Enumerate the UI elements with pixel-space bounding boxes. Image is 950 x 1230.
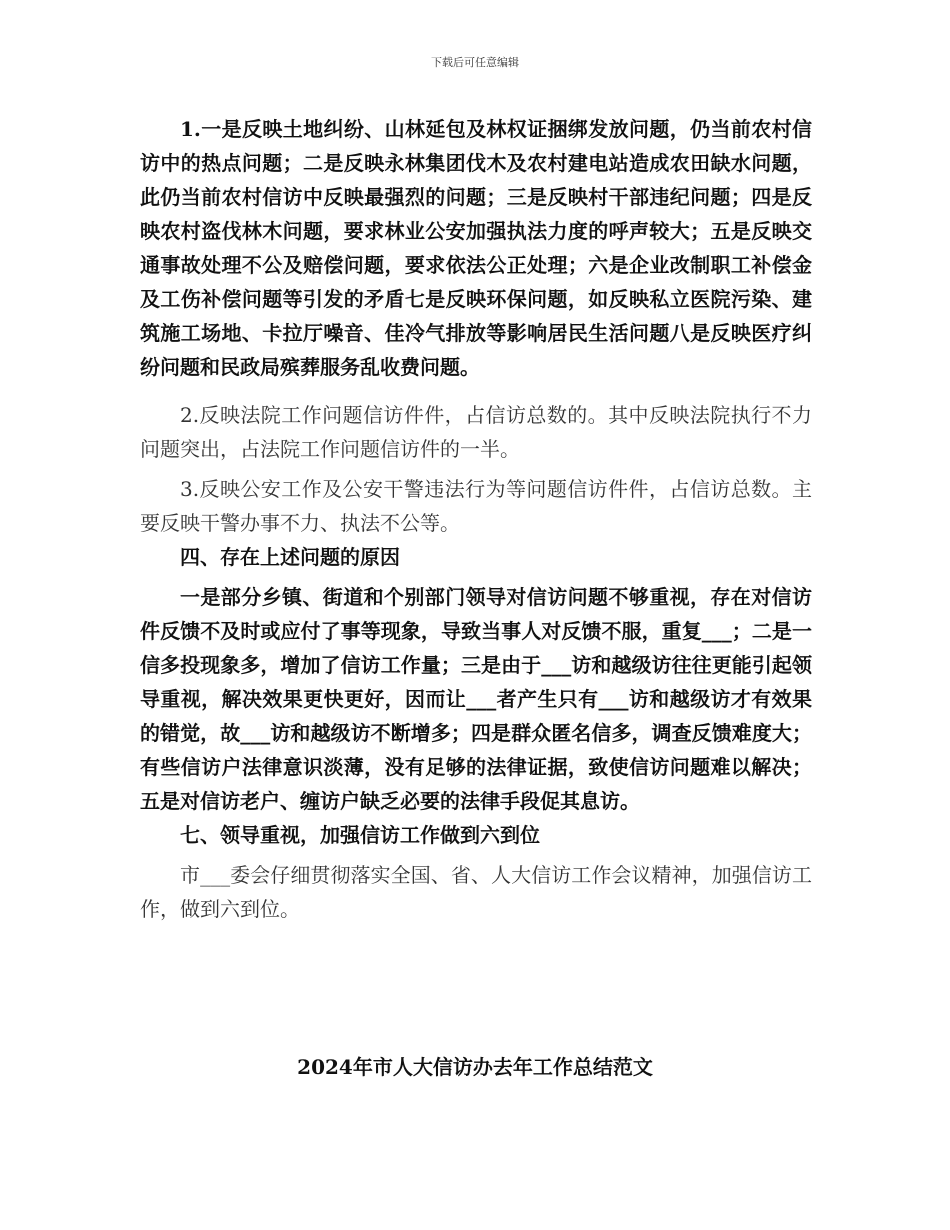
document-body [140,112,812,926]
section-heading-7: 七、领导重视，加强信访工作做到六到位 [180,823,540,847]
paragraph-2: 2.反映法院工作问题信访件件，占信访总数的。其中反映法院执行不力问题突出，占法院工作问题信访件的一半。 [140,403,812,461]
page-header: 下载后可任意编辑 [431,56,519,69]
section-heading-4: 四、存在上述问题的原因 [180,545,400,569]
paragraph-4: 一是部分乡镇、街道和个别部门领导对信访问题不够重视，存在对信访件反馈不及时或应付了事等现象，导致当事人对反馈不服，重复___；二是一信多投现象多，增加了信访工作量；三是由于___访和越级访往往更能引起领导重视，解决效果更快更好，因而让___者产生只有___访和越级访才有效果的错觉，故___访和越级访不断增多；四是群众匿名信多，调查反馈难度大；有些信访户法律意识淡薄，没有足够的法律证据，致使信访问题难以解决；五是对信访老户、缠访户缺乏必要的法律手段促其息访。 [140,585,812,813]
paragraph-5: 市___委会仔细贯彻落实全国、省、人大信访工作会议精神，加强信访工作，做到六到位。 [140,863,812,921]
paragraph-1: 1.一是反映土地纠纷、山林延包及林权证捆绑发放问题，仍当前农村信访中的热点问题；二是反映永林集团伐木及农村建电站造成农田缺水问题，此仍当前农村信访中反映最强烈的问题；三是反映村干部违纪问题；四是反映农村盗伐林木问题，要求林业公安加强执法力度的呼声较大；五是反映交通事故处理不公及赔偿问题，要求依法公正处理；六是企业改制职工补偿金及工伤补偿问题等引发的矛盾七是反映环保问题，如反映私立医院污染、建筑施工场地、卡拉厅噪音、佳冷气排放等影响居民生活问题八是反映医疗纠纷问题和民政局殡葬服务乱收费问题。 [140,117,812,379]
document-title: 2024年市人大信访办去年工作总结范文 [297,1055,653,1079]
paragraph-3: 3.反映公安工作及公安干警违法行为等问题信访件件，占信访总数。主要反映干警办事不力、执法不公等。 [140,477,812,535]
